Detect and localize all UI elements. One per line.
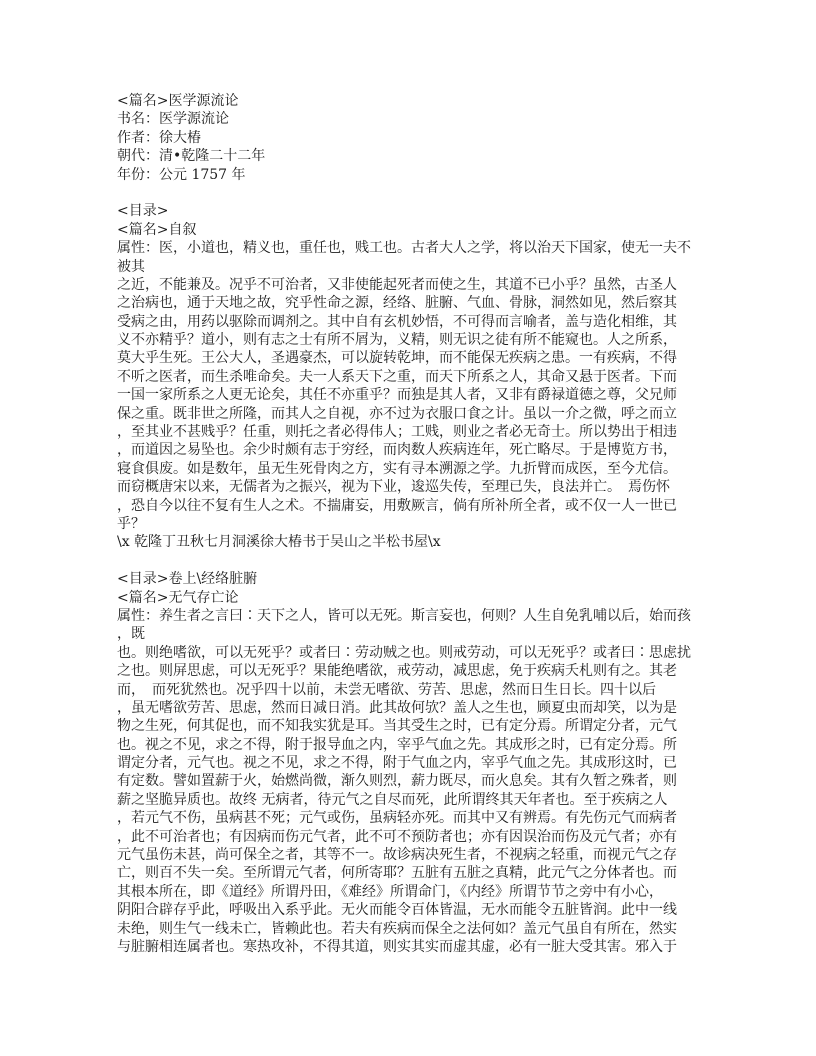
section-body-line: 之治病也，通于天地之故，究乎性命之源，经络、脏腑、气血、骨脉，洞然如见，然后察其 (117, 295, 677, 312)
section-body-line: \x 乾隆丁丑秋七月洞溪徐大椿书于吴山之半松书屋\x (117, 534, 441, 551)
title-block-line: 朝代：清•乾隆二十二年 (117, 148, 266, 165)
blank-line (117, 184, 737, 202)
section-body-line: 属性：医，小道也，精义也，重任也，贱工也。古者大人之学，将以治天下国家，使无一夫不 (117, 240, 691, 257)
section-body-line: 薪之坚脆异质也。故终 无病者，待元气之自尽而死，此所谓终其天年者也。至于疾病之人 (117, 791, 668, 808)
section-body-line: ，恐自今以往不复有生人之术。不揣庸妄，用敷厥言，倘有所补所全者，或不仅一人一世已 (117, 497, 677, 514)
section-body-line: 保之重。既非世之所隆，而其人之自视，亦不过为衣服口食之计。虽以一介之微，呼之而立 (117, 405, 677, 422)
section-body-line: 物之生死，何其促也，而不知我实犹是耳。当其受生之时，已有定分焉。所谓定分者，元气 (117, 718, 677, 735)
section-body-line: 被其 (117, 258, 145, 275)
title-block-line: 年份：公元 1757 年 (117, 166, 246, 183)
document-body (117, 92, 737, 956)
section-body-line: 乎？ (117, 515, 145, 532)
section-heading-line: <目录> (117, 203, 169, 220)
section-body-line: 而， 而死犹然也。况乎四十以前，未尝无嗜欲、劳苦、思虑，然而日生日长。四十以后 (117, 681, 656, 698)
section-body-line: ，虽无嗜欲劳苦、思虑，然而日减日消。此其故何欤？盖人之生也，顾夏虫而却笑，以为是 (117, 699, 677, 716)
section-body-line: 与脏腑相连属者也。寒热攻补，不得其道，则实其实而虚其虚，必有一脏大受其害。邪入于 (117, 938, 677, 955)
section-body-line: 寝食俱废。如是数年，虽无生死骨肉之方，实有寻本溯源之学。九折臂而成医，至今尤信。 (117, 460, 677, 477)
section-body-line: 阴阳合辟存乎此，呼吸出入系乎此。无火而能令百体皆温，无水而能令五脏皆润。此中一线 (117, 902, 677, 919)
section-body-line: 谓定分者，元气也。视之不见，求之不得，附于气血之内，宰乎气血之先。其成形这时，已 (117, 755, 677, 772)
blank-line (117, 552, 737, 570)
section-body-line: ，既 (117, 626, 145, 643)
section-body-line: 亡，则百不失一矣。至所谓元气者，何所寄耶？五脏有五脏之真精，此元气之分体者也。而 (117, 865, 677, 882)
section-body-line: 而窃概唐宋以来，无儒者为之振兴，视为下业，逡巡失传，至理已失，良法并亡。 焉伤怀 (117, 479, 670, 496)
section-body-line: 元气虽伤未甚，尚可保全之者，其等不一。故诊病决死生者，不视病之轻重，而视元气之存 (117, 847, 677, 864)
section-body-line: 义不亦精乎？道小，则有志之士有所不屑为，义精，则无识之徒有所不能窥也。人之所系， (117, 332, 677, 349)
section-body-line: 莫大乎生死。王公大人，圣遇豪杰，可以旋转乾坤，而不能保无疾病之患。一有疾病，不得 (117, 350, 677, 367)
section-body-line: 一国一家所系之人更无论矣，其任不亦重乎？而独是其人者，又非有爵禄道德之尊，父兄师 (117, 387, 677, 404)
section-body-line: 不听之医者，而生杀唯命矣。夫一人系天下之重，而天下所系之人，其命又悬于医者。下而 (117, 368, 677, 385)
section-body-line: ，此不可治者也；有因病而伤元气者，此不可不预防者也；亦有因误治而伤及元气者；亦有 (117, 828, 677, 845)
section-body-line: 也。视之不见，求之不得，附于报导血之内，宰乎气血之先。其成形之时，已有定分焉。所 (117, 736, 677, 753)
section-body-line: 也。则绝嗜欲，可以无死乎？或者曰∶劳动贼之也。则戒劳动，可以无死乎？或者曰∶思虑扰 (117, 644, 691, 661)
title-block-line: 书名：医学源流论 (117, 111, 229, 128)
section-heading-line: <篇名>自叙 (117, 221, 197, 238)
section-body-line: 之近，不能兼及。况乎不可治者，又非使能起死者而使之生，其道不已小乎？虽然，古圣人 (117, 276, 677, 293)
section-body-line: 属性：养生者之言曰∶天下之人，皆可以无死。斯言妄也，何则？人生自免乳哺以后，始而孩 (117, 607, 691, 624)
title-block-line: <篇名>医学源流论 (117, 93, 239, 109)
section-heading-line: <目录>卷上\经络脏腑 (117, 571, 258, 588)
section-body-line: ，至其业不甚贱乎？任重，则托之者必得伟人；工贱，则业之者必无奇士。所以势出于相违 (117, 424, 677, 441)
section-body-line: 未绝，则生气一线未亡，皆赖此也。若夫有疾病而保全之法何如？盖元气虽自有所在，然实 (117, 920, 677, 937)
section-body-line: 受病之由，用药以驱除而调剂之。其中自有玄机妙悟，不可得而言喻者，盖与造化相维，其 (117, 313, 677, 330)
section-body-line: 有定数。譬如置薪于火，始燃尚微，渐久则烈，薪力既尽，而火息矣。其有久暂之殊者，则 (117, 773, 677, 790)
title-block-line: 作者：徐大椿 (117, 129, 201, 146)
section-body-line: 其根本所在，即《道经》所谓丹田，《难经》所谓命门，《内经》所谓节节之旁中有小心， (117, 883, 663, 900)
section-body-line: 之也。则屏思虑，可以无死乎？果能绝嗜欲，戒劳动，减思虑，免于疾病夭札则有之。其老 (117, 663, 677, 680)
section-body-line: ，而道因之易坠也。余少时颇有志于穷经，而肉数人疾病连年，死亡略尽。于是博览方书， (117, 442, 677, 459)
section-body-line: ，若元气不伤，虽病甚不死；元气或伤，虽病轻亦死。而其中又有辨焉。有先伤元气而病者 (117, 810, 677, 827)
section-heading-line: <篇名>无气存亡论 (117, 589, 239, 606)
